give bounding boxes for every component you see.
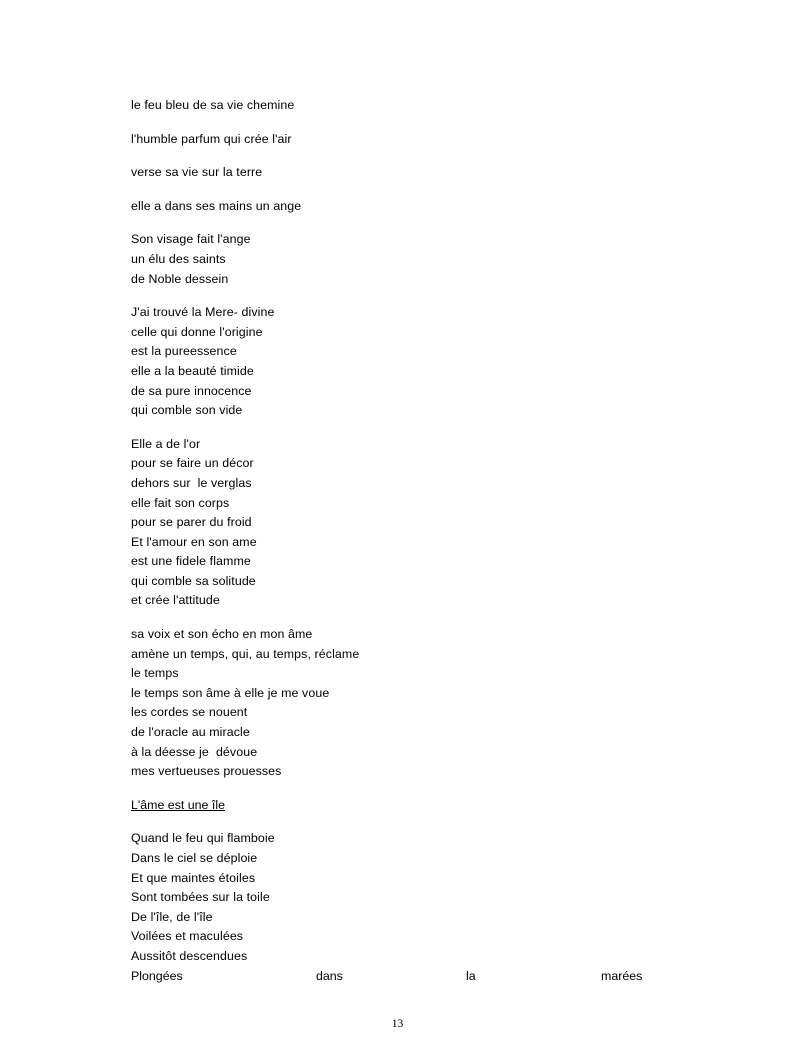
poem-line: un élu des saints xyxy=(131,251,226,266)
poem-line: elle fait son corps xyxy=(131,495,230,510)
poem-line: dehors sur le verglas xyxy=(131,475,252,490)
poem-line: Elle a de l'or xyxy=(131,436,201,451)
stanza-mere-divine xyxy=(131,303,691,421)
stanza-loose-opening xyxy=(131,96,691,216)
poem-line: J'ai trouvé la Mere- divine xyxy=(131,305,275,320)
poem-line: De l'île, de l'île xyxy=(131,909,213,924)
poem-body xyxy=(131,96,691,986)
poem-line: qui comble son vide xyxy=(131,403,243,418)
poem-line: elle a la beauté timide xyxy=(131,363,254,378)
poem-line: Et l'amour en son ame xyxy=(131,534,257,549)
poem-line: de l'oracle au miracle xyxy=(131,725,250,740)
poem-title-block xyxy=(131,796,691,816)
poem-line: de sa pure innocence xyxy=(131,383,252,398)
poem-line: le temps son âme à elle je me voue xyxy=(131,685,330,700)
poem-line: est la pureessence xyxy=(131,344,237,359)
poem-line: Sont tombées sur la toile xyxy=(131,890,270,905)
poem-line: est une fidele flamme xyxy=(131,554,251,569)
poem-line: Quand le feu qui flamboie xyxy=(131,831,275,846)
poem-word: dans xyxy=(316,968,343,983)
stanza-sa-voix xyxy=(131,625,691,782)
page-number: 13 xyxy=(391,1018,404,1030)
poem-line: les cordes se nouent xyxy=(131,705,248,720)
poem-line: mes vertueuses prouesses xyxy=(131,764,282,779)
stanza-quand-le-feu xyxy=(131,829,691,986)
poem-line-justified xyxy=(131,967,691,987)
poem-title: L'âme est une île xyxy=(131,797,225,812)
poem-line: Aussitôt descendues xyxy=(131,948,248,963)
poem-line: elle a dans ses mains un ange xyxy=(131,198,302,213)
poem-word: marées xyxy=(601,968,643,983)
poem-line: et crée l'attitude xyxy=(131,593,220,608)
poem-line: sa voix et son écho en mon âme xyxy=(131,627,313,642)
poem-line: Voilées et maculées xyxy=(131,929,244,944)
poem-line: pour se faire un décor xyxy=(131,456,254,471)
poem-line: Dans le ciel se déploie xyxy=(131,851,258,865)
poem-word: Plongées xyxy=(131,968,183,983)
stanza-son-visage xyxy=(131,230,691,289)
poem-line: Et que maintes étoiles xyxy=(131,870,256,885)
poem-line: amène un temps, qui, au temps, réclame xyxy=(131,646,360,661)
poem-word: la xyxy=(466,968,476,983)
poem-line: le feu bleu de sa vie chemine xyxy=(131,98,295,112)
poem-line: de Noble dessein xyxy=(131,271,229,286)
poem-line: l'humble parfum qui crée l'air xyxy=(131,131,292,146)
poem-line: pour se parer du froid xyxy=(131,515,252,530)
poem-line: celle qui donne l'origine xyxy=(131,324,263,339)
poem-line: verse sa vie sur la terre xyxy=(131,165,263,180)
poem-line: le temps xyxy=(131,666,179,681)
poem-line: Son visage fait l'ange xyxy=(131,232,251,247)
stanza-elle-a-de-l-or xyxy=(131,435,691,611)
poem-line: à la déesse je dévoue xyxy=(131,744,258,759)
poem-line: qui comble sa solitude xyxy=(131,573,256,588)
